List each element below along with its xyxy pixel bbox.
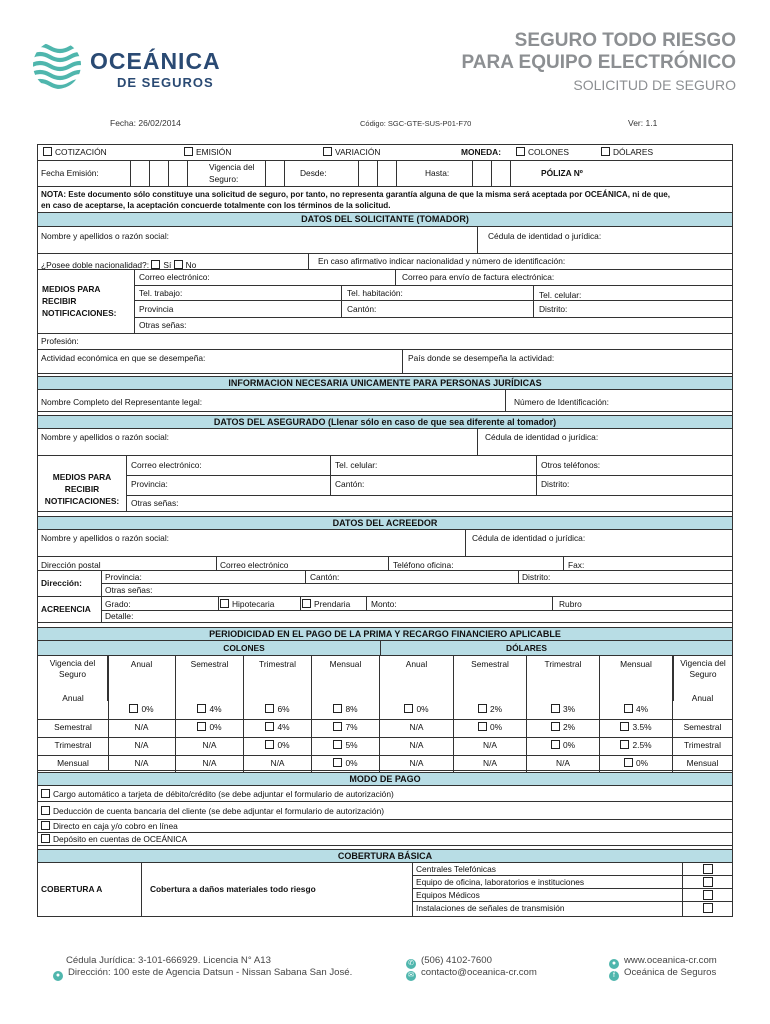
modo-cargo-checkbox[interactable]	[41, 789, 50, 798]
monto-label: Monto:	[371, 599, 397, 609]
cobertura-item-label: Equipos Médicos	[416, 890, 480, 900]
section-cobertura: COBERTURA BÁSICA	[38, 849, 732, 863]
sol-correo-fact-label: Correo para envío de factura electrónica:	[402, 272, 555, 282]
dolares-col-0: Anual	[405, 659, 428, 669]
dolares-rate-checkbox[interactable]	[551, 704, 560, 713]
row-label-left: Mensual	[57, 758, 89, 768]
dolares-rate: 0%	[562, 740, 576, 750]
section-acreedor: DATOS DEL ACREEDOR	[38, 516, 732, 530]
colones-rate-checkbox[interactable]	[197, 722, 206, 731]
acre-cedula-label: Cédula de identidad o jurídica:	[472, 533, 586, 543]
footer-email[interactable]: contacto@oceanica-cr.com	[421, 967, 537, 978]
hipotecaria-checkbox[interactable]	[220, 599, 229, 608]
colones-rate: 4%	[209, 704, 222, 714]
dolares-rate-checkbox[interactable]	[551, 740, 560, 749]
colones-rate-checkbox[interactable]	[197, 704, 206, 713]
doc-title-3: SOLICITUD DE SEGURO	[573, 77, 736, 93]
detalle-label: Detalle:	[105, 611, 134, 621]
hasta-label: Hasta:	[425, 168, 450, 178]
dolares-rate: N/A	[483, 740, 497, 750]
dolares-rate: 3%	[562, 704, 576, 714]
dolares-rate-checkbox[interactable]	[620, 740, 629, 749]
vig-left-2: Seguro	[58, 669, 86, 679]
rubro-label: Rubro	[559, 599, 582, 609]
dolares-header: DÓLARES	[506, 643, 547, 653]
dolares-rate: N/A	[483, 758, 497, 768]
row-label-left: Trimestral	[54, 740, 92, 750]
modo-directo-label: Directo en caja y/o cobro en línea	[53, 821, 178, 831]
dolares-rate: 2%	[562, 722, 576, 732]
colones-header: COLONES	[223, 643, 265, 653]
profesion-label: Profesión:	[41, 336, 79, 346]
sol-tel-cel-label: Tel. celular:	[539, 290, 582, 300]
cobertura-item-checkbox[interactable]	[703, 877, 713, 887]
colones-rate-checkbox[interactable]	[265, 740, 274, 749]
brand-name: OCEÁNICA	[90, 48, 221, 74]
row-label-left: Anual	[62, 693, 84, 703]
sol-cedula-label: Cédula de identidad o jurídica:	[488, 231, 602, 241]
colones-rate: 5%	[345, 740, 358, 750]
colones-rate: 0%	[209, 722, 222, 732]
row-label-right: Semestral	[683, 722, 722, 732]
colones-rate: 6%	[277, 704, 290, 714]
acre-otras-label: Otras señas:	[105, 585, 153, 595]
poliza-label: PÓLIZA Nº	[541, 168, 583, 178]
dir-postal-label: Dirección postal	[41, 560, 101, 570]
row-label-right: Anual	[691, 693, 714, 703]
periodicity-table	[38, 641, 732, 771]
fecha-emision-label: Fecha Emisión:	[41, 168, 99, 178]
dolares-col-2: Trimestral	[544, 659, 582, 669]
row-label-right: Trimestral	[684, 740, 721, 750]
section-modo-pago: MODO DE PAGO	[38, 772, 732, 786]
row-label-left: Semestral	[54, 722, 92, 732]
sol-medios-3: NOTIFICACIONES:	[42, 308, 117, 318]
colones-rate: 8%	[345, 704, 358, 714]
variacion-checkbox[interactable]	[323, 147, 332, 156]
colones-rate: N/A	[202, 758, 217, 768]
section-asegurado: DATOS DEL ASEGURADO (Llenar sólo en caso de que sea diferente al tomador)	[38, 415, 732, 429]
sol-otras-label: Otras señas:	[139, 320, 187, 330]
modo-deduccion-label: Deducción de cuenta bancaria del cliente (se debe adjuntar el formulario de autorización)	[53, 806, 385, 816]
facebook-icon: f	[609, 971, 619, 981]
emission-row	[38, 161, 732, 187]
aseg-medios-3: NOTIFICACIONES:	[44, 496, 120, 506]
footer-tel: (506) 4102-7600	[421, 955, 492, 966]
vig-left-1: Vigencia del	[49, 658, 96, 668]
prendaria-checkbox[interactable]	[302, 599, 311, 608]
cobertura-item	[412, 889, 732, 902]
sol-medios-1: MEDIOS PARA	[42, 284, 101, 294]
direccion-label: Dirección:	[41, 578, 82, 588]
colones-rate: N/A	[134, 740, 149, 750]
seguro-label: Seguro:	[209, 174, 239, 184]
sol-medios-2: RECIBIR	[42, 296, 77, 306]
dolares-rate-checkbox[interactable]	[478, 704, 487, 713]
dolares-rate: 0%	[489, 722, 503, 732]
colones-col-0: Anual	[130, 659, 153, 669]
cobertura-item-label: Equipo de oficina, laboratorios e instituciones	[416, 877, 585, 887]
cobertura-a-desc: Cobertura a daños materiales todo riesgo	[150, 884, 316, 894]
modo-deposito-checkbox[interactable]	[41, 834, 50, 843]
si-label: Sí	[163, 260, 172, 270]
afirm-label: En caso afirmativo indicar nacionalidad y número de identificación:	[318, 256, 566, 266]
colones-rate-checkbox[interactable]	[333, 758, 342, 767]
acre-canton-label: Cantón:	[310, 572, 340, 582]
dolares-rate-checkbox[interactable]	[624, 758, 633, 767]
actividad-label: Actividad económica en que se desempeña:	[41, 353, 206, 363]
colones-rate: N/A	[134, 722, 149, 732]
colones-label: COLONES	[528, 147, 569, 157]
colones-rate: 0%	[277, 740, 290, 750]
cobertura-a-label: COBERTURA A	[41, 884, 103, 894]
footer-direccion: Dirección: 100 este de Agencia Datsun - Nissan Sabana San José.	[68, 967, 353, 978]
colones-rate: N/A	[202, 740, 217, 750]
aseg-provincia-label: Provincia:	[131, 479, 168, 489]
doc-title-2: PARA EQUIPO ELECTRÓNICO	[461, 52, 736, 73]
dolares-rate: 4%	[635, 704, 649, 714]
aseg-nombre-label: Nombre y apellidos o razón social:	[41, 432, 170, 442]
variacion-label: VARIACIÓN	[335, 147, 381, 157]
sol-nombre-label: Nombre y apellidos o razón social:	[41, 231, 170, 241]
dolares-rate: 0%	[416, 704, 429, 714]
sol-tel-trabajo-label: Tel. trabajo:	[139, 288, 183, 298]
acre-provincia-label: Provincia:	[105, 572, 142, 582]
colones-col-3: Mensual	[329, 659, 362, 669]
colones-rate-checkbox[interactable]	[333, 722, 342, 731]
application-form	[37, 144, 733, 917]
moneda-label: MONEDA:	[461, 147, 502, 157]
no-label: No	[185, 260, 197, 270]
dolares-rate-checkbox[interactable]	[404, 704, 413, 713]
colones-rate: 7%	[345, 722, 358, 732]
footer-cedula: Cédula Jurídica: 3-101-666929. Licencia N° A13	[66, 955, 271, 966]
modo-deposito-label: Depósito en cuentas de OCEÁNICA	[53, 834, 188, 844]
aseg-canton-label: Cantón:	[335, 479, 365, 489]
sol-provincia-label: Provincia	[139, 304, 174, 314]
doble-label: ¿Posee doble nacionalidad?:	[41, 260, 150, 270]
acre-nombre-label: Nombre y apellidos o razón social:	[41, 533, 170, 543]
tel-oficina-label: Teléfono oficina:	[393, 560, 454, 570]
cobertura-item	[412, 863, 732, 876]
colones-rate-checkbox[interactable]	[265, 722, 274, 731]
fecha: Fecha: 26/02/2014	[110, 118, 181, 128]
cobertura-item-label: Centrales Telefónicas	[416, 864, 496, 874]
colones-rate: N/A	[134, 758, 149, 768]
acre-correo-label: Correo electrónico	[220, 560, 289, 570]
emision-label: EMISIÓN	[196, 147, 232, 157]
dolares-rate: 2.5%	[632, 740, 652, 750]
cobertura-item	[412, 902, 732, 915]
codigo: Código: SGC-GTE-SUS-P01-F70	[360, 119, 472, 128]
aseg-cedula-label: Cédula de identidad o jurídica:	[485, 432, 599, 442]
colones-col-2: Trimestral	[259, 659, 296, 669]
dolares-rate: N/A	[556, 758, 570, 768]
hipotecaria-label: Hipotecaria	[232, 599, 275, 609]
globe-icon: ●	[609, 959, 619, 969]
section-solicitante: DATOS DEL SOLICITANTE (TOMADOR)	[38, 213, 732, 227]
aseg-tel-cel-label: Tel. celular:	[335, 460, 378, 470]
cotizacion-label: COTIZACIÓN	[55, 147, 107, 157]
phone-icon: ✆	[406, 959, 416, 969]
colones-rate-checkbox[interactable]	[265, 704, 274, 713]
modo-cargo-label: Cargo automático a tarjeta de débito/crédito (se debe adjuntar el formulario de autorización)	[53, 789, 394, 799]
cobertura-item	[412, 876, 732, 889]
aseg-distrito-label: Distrito:	[541, 479, 570, 489]
type-row	[38, 145, 732, 161]
nota-line-1: NOTA: Este documento sólo constituye una solicitud de seguro, por tanto, no representa garantía alguna de que la misma será aceptada por OCEÁNICA, ni de que,	[41, 190, 671, 199]
fax-label: Fax:	[568, 560, 585, 570]
mail-icon: ✉	[406, 971, 416, 981]
modo-deduccion-checkbox[interactable]	[41, 806, 50, 815]
dolares-rate-checkbox[interactable]	[624, 704, 633, 713]
footer-web[interactable]: www.oceanica-cr.com	[624, 955, 717, 966]
sol-canton-label: Cantón:	[347, 304, 377, 314]
location-icon: ●	[53, 971, 63, 981]
dolares-rate-checkbox[interactable]	[551, 722, 560, 731]
section-periodicidad: PERIODICIDAD EN EL PAGO DE LA PRIMA Y RECARGO FINANCIERO APLICABLE	[38, 627, 732, 641]
version: Ver: 1.1	[628, 118, 658, 128]
cobertura-item-checkbox[interactable]	[703, 890, 713, 900]
acreencia-label: ACREENCIA	[41, 604, 91, 614]
sol-correo-label: Correo electrónico:	[139, 272, 210, 282]
aseg-medios-1: MEDIOS PARA	[52, 472, 112, 482]
si-checkbox[interactable]	[151, 260, 160, 269]
rep-legal-label: Nombre Completo del Representante legal:	[41, 397, 203, 407]
colones-rate-checkbox[interactable]	[129, 704, 138, 713]
colones-col-1: Semestral	[190, 659, 229, 669]
prendaria-label: Prendaria	[314, 599, 351, 609]
aseg-medios-2: RECIBIR	[64, 484, 100, 494]
colones-checkbox[interactable]	[516, 147, 525, 156]
aseg-correo-label: Correo electrónico:	[131, 460, 202, 470]
pais-label: País donde se desempeña la actividad:	[408, 353, 555, 363]
nota-line-2: en caso de aceptarse, la aceptación concuerde totalmente con los términos de la solicitud.	[41, 201, 391, 210]
dolares-rate: 3.5%	[632, 722, 652, 732]
grado-label: Grado:	[105, 599, 131, 609]
doc-title-1: SEGURO TODO RIESGO	[514, 30, 736, 51]
dolares-rate: 0%	[635, 758, 649, 768]
aseg-otras-label: Otras señas:	[131, 498, 179, 508]
brand-sub: DE SEGUROS	[117, 75, 214, 90]
colones-rate-checkbox[interactable]	[333, 704, 342, 713]
dolares-rate: 2%	[489, 704, 503, 714]
dolares-rate-checkbox[interactable]	[478, 722, 487, 731]
dolares-rate: N/A	[409, 740, 424, 750]
cobertura-item-label: Instalaciones de señales de transmisión	[416, 903, 565, 913]
desde-label: Desde:	[300, 168, 327, 178]
aseg-otros-tel-label: Otros teléfonos:	[541, 460, 601, 470]
modo-directo-checkbox[interactable]	[41, 821, 50, 830]
section-juridicas: INFORMACION NECESARIA UNICAMENTE PARA PERSONAS JURÍDICAS	[38, 376, 732, 390]
dolares-rate: N/A	[409, 722, 424, 732]
no-checkbox[interactable]	[174, 260, 183, 269]
dolares-rate-checkbox[interactable]	[620, 722, 629, 731]
dolares-label: DÓLARES	[613, 147, 654, 157]
emision-checkbox[interactable]	[184, 147, 193, 156]
colones-rate-checkbox[interactable]	[333, 740, 342, 749]
nota-row	[38, 187, 732, 213]
colones-rate: N/A	[270, 758, 285, 768]
colones-rate: 0%	[345, 758, 358, 768]
vig-right-1: Vigencia del	[680, 658, 726, 668]
dolares-col-1: Semestral	[471, 659, 509, 669]
cobertura-item-checkbox[interactable]	[703, 903, 713, 913]
dolares-rate: N/A	[409, 758, 424, 768]
vig-right-2: Seguro	[689, 669, 717, 679]
cobertura-item-checkbox[interactable]	[703, 864, 713, 874]
rep-numero-label: Número de Identificación:	[514, 397, 609, 407]
brand-logo-icon	[32, 40, 82, 90]
sol-distrito-label: Distrito:	[539, 304, 568, 314]
sol-tel-hab-label: Tel. habitación:	[347, 288, 403, 298]
vigencia-label: Vigencia del	[209, 162, 255, 172]
colones-rate: 4%	[277, 722, 290, 732]
row-label-right: Mensual	[686, 758, 719, 768]
dolares-checkbox[interactable]	[601, 147, 610, 156]
cotizacion-checkbox[interactable]	[43, 147, 52, 156]
colones-rate: 0%	[141, 704, 154, 714]
acre-distrito-label: Distrito:	[522, 572, 551, 582]
footer-fb[interactable]: Oceánica de Seguros	[624, 967, 717, 978]
dolares-col-3: Mensual	[620, 659, 652, 669]
